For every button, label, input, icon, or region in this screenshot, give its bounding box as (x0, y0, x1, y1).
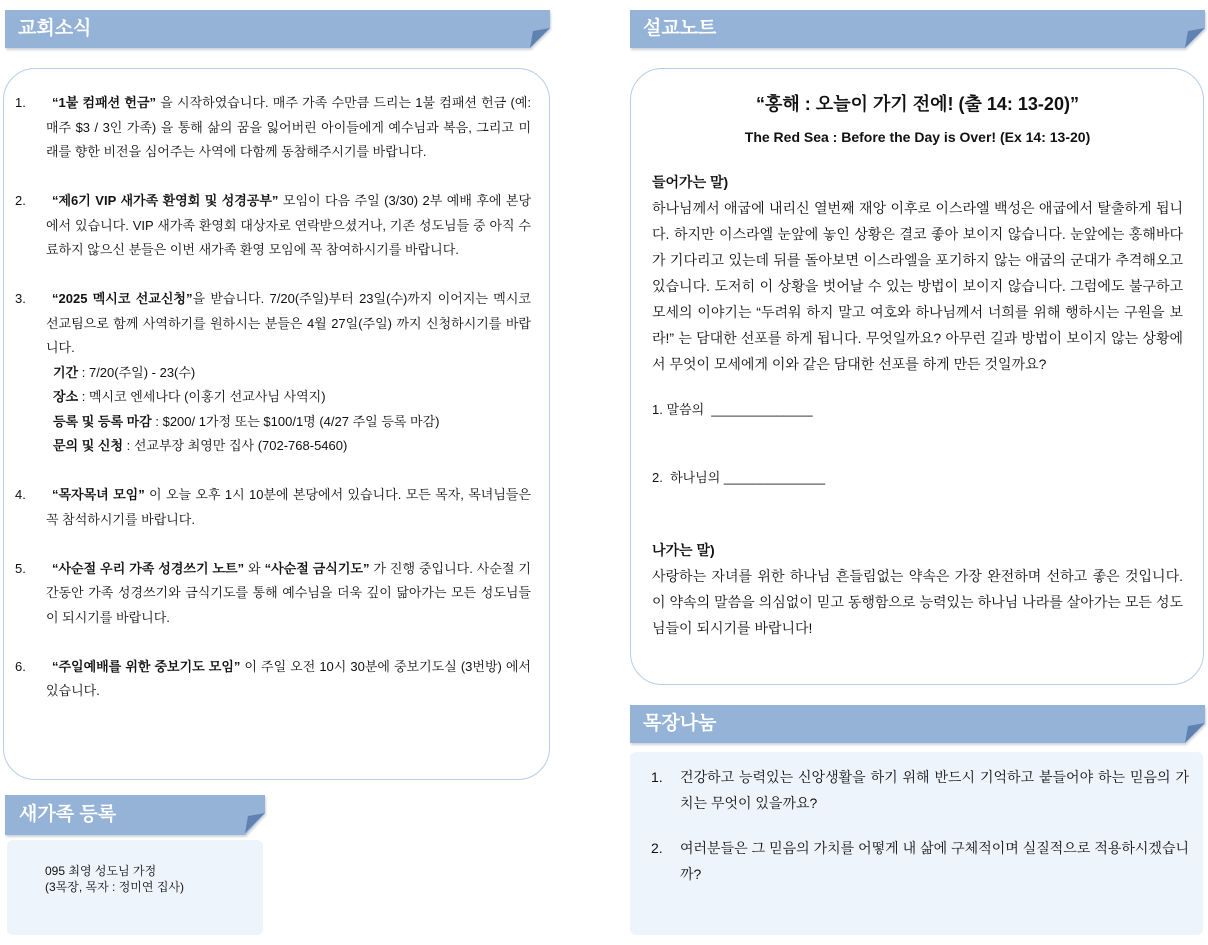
mission-place (46, 385, 531, 410)
sermon-title: “홍해 : 오늘이 가기 전에! (출 14: 13-20)” (756, 94, 1079, 114)
news-item-body (46, 483, 531, 532)
sermon-point-2: 2. 하나님의 ______________ (652, 470, 826, 485)
new-family-entry (7, 840, 263, 895)
sermon-subtitle: The Red Sea : Before the Day is Over! (Ex 14: 13-20) (744, 129, 1091, 145)
church-news-banner (5, 10, 550, 48)
cell-group-title: 목장나눔 (643, 713, 717, 734)
news-item-text: 을 받습니다. 7/20(주일)부터 23일(수)까지 이어지는 멕시코 선교팀으로 함께 사역하기를 원하시는 분들은 4월 27일(주일) 까지 신청하시기를 바랍니다. (46, 291, 531, 355)
cell-group-box (630, 752, 1203, 935)
news-item-title: “2025 멕시코 선교신청” (52, 291, 193, 306)
news-item-title: “제6기 VIP 새가족 환영회 및 성경공부” (52, 193, 279, 208)
news-item (15, 655, 531, 704)
cell-question-number: 1. (651, 769, 663, 785)
new-family-group: (3목장, 목자 : 정미연 집사) (45, 880, 184, 894)
news-item-body (46, 287, 531, 459)
news-item-number: 6. (15, 658, 26, 674)
church-news-title: 교회소식 (18, 18, 92, 39)
news-item-title-2: “사순절 금식기도” (264, 560, 370, 576)
sermon-panel (630, 68, 1204, 685)
outro-heading: 나가는 말) (652, 542, 715, 558)
mission-registration (46, 410, 531, 435)
news-item-text: 모임이 다음 주일 (3/30) 2부 예배 후에 본당에서 있습니다. VIP 새가족 환영회 대상자로 연락받으셨거나, 기존 성도님들 중 아직 수료하지 않으신 분들은 이번 새가족 환영 모임에 꼭 참여하시기를 바랍니다. (46, 193, 531, 257)
detail-value: : 멕시코 엔세나다 (이홍기 선교사님 사역지) (78, 389, 326, 404)
sermon-point-1: 1. 말씀의 ______________ (652, 402, 813, 417)
news-item-text: 을 시작하였습니다. 매주 가족 수만큼 드리는 1불 컴패션 헌금 (예: 매주 $3 / 3인 가족) 을 통해 삶의 꿈을 잃어버린 아이들에게 예수님과 복음, 그리고 미래를 향한 비전을 심어주는 사역에 다함께 동참해주시기를 바랍니다. (46, 95, 531, 159)
detail-label: 장소 (53, 389, 79, 404)
sermon-notes-banner (630, 10, 1205, 48)
news-item-text: 이 오늘 오후 1시 10분에 본당에서 있습니다. 모든 목자, 목녀님들은 꼭 참석하시기를 바랍니다. (46, 487, 532, 527)
news-item-body (46, 655, 531, 704)
detail-value: : $200/ 1가정 또는 $100/1명 (4/27 주일 등록 마감) (151, 413, 440, 429)
news-item-number: 4. (15, 487, 26, 502)
news-item-number: 3. (15, 291, 26, 306)
cell-question (651, 835, 1189, 887)
news-item (15, 483, 531, 532)
sermon-content (631, 69, 1203, 641)
news-item-title: “1불 컴패션 헌금” (52, 95, 157, 110)
intro-paragraph: 하나님께서 애굽에 내리신 열번째 재앙 이후로 이스라엘 백성은 애굽에서 탈출하게 됩니다. 하지만 이스라엘 눈앞에 놓인 상황은 결코 좋아 보이지 않습니다. 눈앞에는 홍해바다가 기다리고 있는데 뒤를 돌아보면 이스라엘을 포기하지 않는 애굽의 군대가 추격해오고 있습니다. 도저히 이 상황을 벗어날 수 있는 방법이 보이지 않습니다. 그럼에도 불구하고 모세의 이야기는 “두려워 하지 말고 여호와 하나님께서 너희를 위해 행하시는 구원을 보라!” 는 담대한 선포를 하게 됩니다. 무엇일까요? 아무런 길과 방법이 보이지 않는 상황에서 무엇이 모세에게 이와 같은 담대한 선포를 하게 만든 것일까요? (652, 200, 1183, 372)
banner-fold (530, 28, 550, 48)
detail-value: : 7/20(주일) - 23(수) (78, 364, 196, 380)
news-item-text-2: 가 진행 중입니다. 사순절 기간동안 가족 성경쓰기와 금식기도를 통해 예수님을 더욱 깊이 닮아가는 모든 성도님들이 되시기를 바랍니다. (46, 560, 531, 625)
news-item-text: 와 (244, 560, 265, 576)
news-item-body (46, 557, 531, 631)
cell-group-banner (630, 705, 1205, 743)
news-item-title: “목자목녀 모임” (52, 487, 145, 502)
new-family-title: 새가족 등록 (19, 804, 117, 825)
news-item-title: “사순절 우리 가족 성경쓰기 노트” (52, 560, 245, 576)
news-item-number: 1. (15, 95, 26, 110)
cell-question-list (630, 752, 1203, 887)
news-item (15, 557, 531, 631)
news-item-body (46, 91, 531, 165)
news-item (15, 287, 531, 459)
detail-value: : 선교부장 최영만 집사 (702-768-5460) (123, 438, 348, 453)
banner-fold (1185, 28, 1205, 48)
new-family-box (7, 840, 263, 935)
cell-question (651, 764, 1189, 816)
news-item (15, 189, 531, 263)
outro-paragraph: 사랑하는 자녀를 위한 하나님 흔들림없는 약속은 가장 완전하며 선하고 좋은 것입니다. 이 약속의 말씀을 의심없이 믿고 동행함으로 능력있는 하나님 나라를 살아가는 모든 성도님들이 되시기를 바랍니다! (652, 568, 1183, 636)
mission-period (46, 361, 531, 386)
church-news-list (4, 69, 549, 704)
detail-label: 문의 및 신청 (53, 438, 124, 453)
news-item-text: 이 주일 오전 10시 30분에 중보기도실 (3번방) 에서 있습니다. (46, 658, 531, 698)
church-news-panel (3, 68, 550, 780)
cell-question-number: 2. (651, 840, 663, 856)
news-item-number: 5. (15, 560, 26, 576)
detail-label: 등록 및 등록 마감 (53, 413, 152, 429)
news-item (15, 91, 531, 165)
news-item-body (46, 189, 531, 263)
sermon-notes-title: 설교노트 (643, 18, 717, 39)
mission-contact (46, 434, 531, 459)
cell-question-text: 여러분들은 그 믿음의 가치를 어떻게 내 삶에 구체적이며 실질적으로 적용하시겠습니까? (680, 840, 1189, 882)
news-item-title: “주일예배를 위한 중보기도 모임” (52, 658, 241, 674)
new-family-name: 095 최영 성도님 가정 (45, 864, 157, 878)
detail-label: 기간 (53, 364, 79, 380)
banner-fold (1185, 723, 1205, 743)
cell-question-text: 건강하고 능력있는 신앙생활을 하기 위해 반드시 기억하고 붙들어야 하는 믿음의 가치는 무엇이 있을까요? (680, 769, 1189, 811)
new-family-banner (5, 795, 265, 835)
intro-heading: 들어가는 말) (652, 174, 729, 190)
news-item-number: 2. (15, 193, 26, 208)
banner-fold (245, 813, 265, 833)
